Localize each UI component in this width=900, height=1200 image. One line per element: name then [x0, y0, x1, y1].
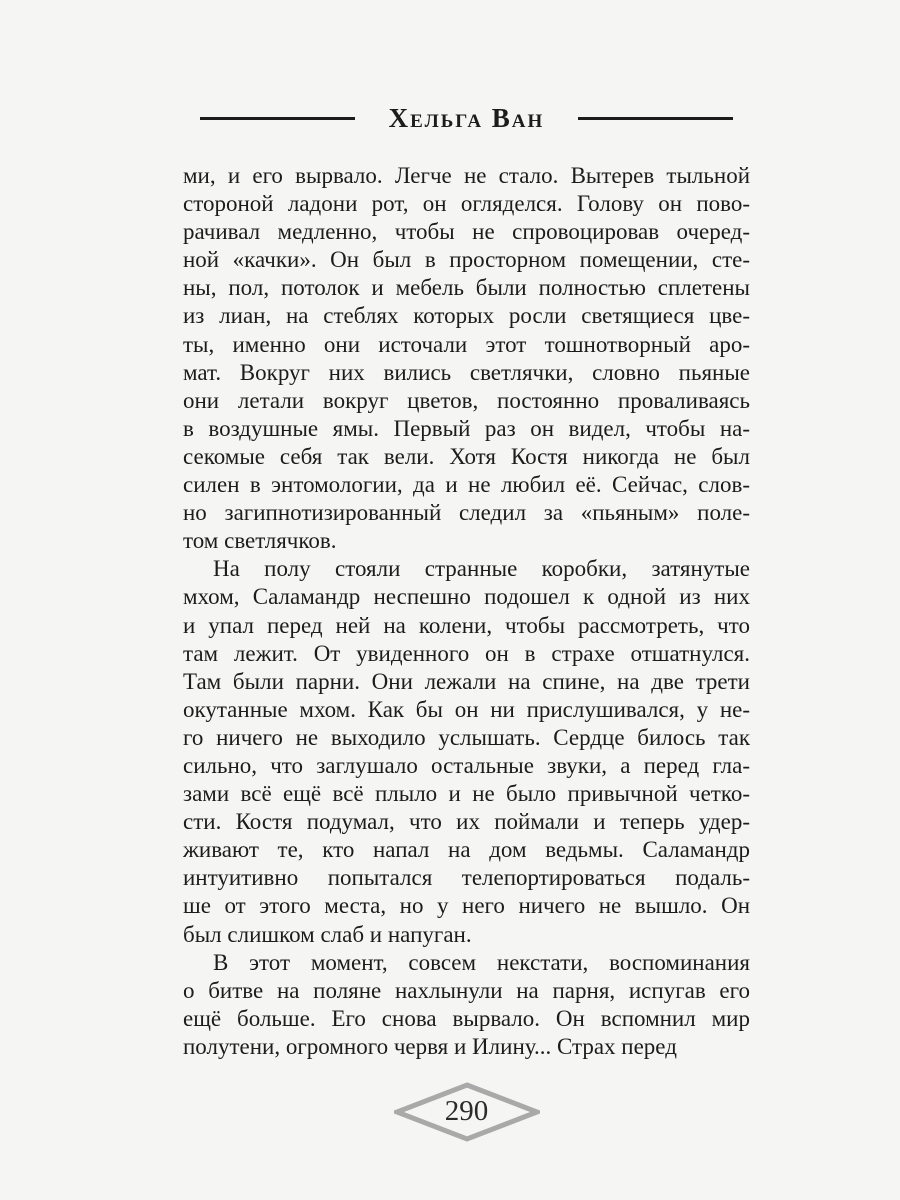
text-line: ты, именно они источали этот тошнотворный аро- [183, 331, 750, 357]
page-footer [183, 1082, 750, 1142]
text-line: живают те, кто напал на дом ведьмы. Саламандр [183, 837, 750, 863]
text-line: ной «качки». Он был в просторном помещении, сте- [183, 247, 750, 273]
text-line: ше от этого места, но у него ничего не вышло. Он [183, 893, 750, 919]
header-rule-left [200, 117, 355, 120]
running-head-author: Хельга Ван [388, 102, 545, 133]
text-line: о битве на поляне нахлынули на парня, испугав его [183, 977, 750, 1003]
text-line: в воздушные ямы. Первый раз он видел, чтобы на- [183, 415, 750, 441]
text-line: из лиан, на стеблях которых росли светящиеся цве- [183, 303, 750, 329]
text-line: мхом, Саламандр неспешно подошел к одной из них [183, 584, 750, 610]
text-line: окутанные мхом. Как бы он ни прислушивался, у не- [183, 696, 750, 722]
text-line: сти. Костя подумал, что их поймали и теперь удер- [183, 809, 750, 835]
page-number: 290 [444, 1094, 489, 1127]
text-line: секомые себя так вели. Хотя Костя никогда не был [183, 443, 750, 469]
text-line: рачивал медленно, чтобы не спровоцировав очеред- [183, 219, 750, 245]
text-line: полутени, огромного червя и Илину... Страх перед [183, 1033, 677, 1059]
text-line: мат. Вокруг них вились светлячки, словно пьяные [183, 359, 750, 385]
text-line: Там были парни. Они лежали на спине, на две трети [183, 668, 750, 694]
text-line: и упал перед ней на колени, чтобы рассмотреть, что [183, 612, 750, 638]
page-header [183, 100, 750, 136]
text-line: интуитивно попытался телепортироваться подаль- [183, 865, 750, 891]
text-line: зами всё ещё всё плыло и не было привычной четко- [183, 781, 750, 807]
text-line: На полу стояли странные коробки, затянутые [213, 556, 750, 582]
text-line: В этот момент, совсем некстати, воспоминания [213, 949, 750, 975]
text-line: был слишком слаб и напуган. [183, 921, 472, 947]
text-line: силен в энтомологии, да и не любил её. Сейчас, слов- [183, 472, 750, 498]
page-number-ornament [394, 1082, 540, 1142]
text-line: они летали вокруг цветов, постоянно проваливаясь [183, 387, 750, 413]
body-text [183, 162, 750, 1061]
text-line: ми, и его вырвало. Легче не стало. Вытерев тыльной [183, 163, 750, 188]
content-column [183, 0, 750, 1200]
text-line: сильно, что заглушало остальные звуки, а перед гла- [183, 752, 750, 778]
text-line: там лежит. От увиденного он в страхе отшатнулся. [183, 640, 750, 666]
text-line: ны, пол, потолок и мебель были полностью сплетены [183, 275, 750, 301]
text-line: но загипнотизированный следил за «пьяным» поле- [183, 500, 750, 526]
text-line: го ничего не выходило услышать. Сердце билось так [183, 724, 750, 750]
text-line: ещё больше. Его снова вырвало. Он вспомнил мир [183, 1005, 750, 1031]
header-rule-right [578, 117, 733, 120]
text-line: стороной ладони рот, он огляделся. Голову он пово- [183, 191, 750, 217]
text-line: том светлячков. [183, 528, 337, 554]
